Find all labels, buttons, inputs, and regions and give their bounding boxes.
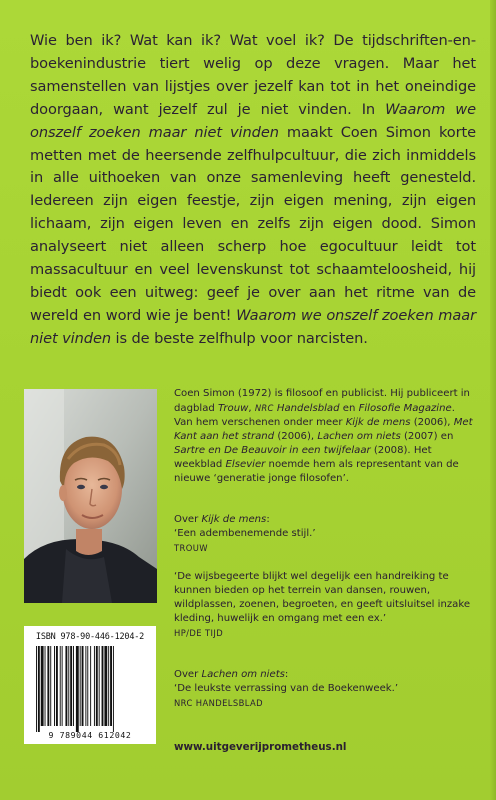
book-title: Lachen om niets bbox=[317, 431, 401, 442]
blurb-part: Wie ben ik? Wat kan ik? Wat voel ik? De tijdschriften-en-boekenindustrie tiert welig op deze vragen. Maar het samenstellen van lijstjes over jezelf kan tot in het oneindige doorgaan, want jezelf zul je niet vinden. In bbox=[30, 32, 476, 118]
blurb-book-title: Waarom we onszelf zoeken maar niet vinden bbox=[30, 306, 477, 347]
blurb-text bbox=[30, 30, 476, 351]
barcode-bar bbox=[70, 646, 72, 726]
barcode-bar bbox=[108, 646, 109, 726]
newspaper-nrc: NRC bbox=[254, 403, 274, 413]
barcode-bar bbox=[54, 646, 55, 726]
barcode-bar bbox=[68, 646, 69, 726]
review-quote: ‘De leukste verrassing van de Boekenweek.’ bbox=[174, 683, 399, 694]
bio-paragraph: Coen Simon (1972) is filosoof en publicist. Hij publiceert in dagblad Trouw, NRC Handelsblad en Filosofie Magazine. Van hem verschenen onder meer Kijk de mens (2006), Met Kant aan het strand (2006), Lachen om niets (2007) en Sartre en De Beauvoir in een twijfelaar (2008). Het weekblad Elsevier noemde hem als representant van de nieuwe ‘generatie jonge filosofen’. bbox=[174, 388, 473, 484]
barcode-bar bbox=[47, 646, 49, 726]
review-source: HP/DE TIJD bbox=[174, 628, 224, 638]
isbn-text: ISBN 978-90-446-1204-2 bbox=[35, 632, 145, 642]
magazine-filosofie: Filosofie Magazine bbox=[358, 403, 452, 414]
barcode-bar bbox=[76, 646, 79, 732]
spine-edge bbox=[490, 0, 496, 800]
ean-number: 9 789044 612042 bbox=[48, 730, 132, 740]
barcode-bar bbox=[62, 646, 63, 726]
barcode-bar bbox=[82, 646, 84, 726]
review-source: TROUW bbox=[174, 543, 208, 553]
blurb-part: is de beste zelfhulp voor narcisten. bbox=[110, 329, 368, 347]
barcode-bar bbox=[96, 646, 98, 726]
barcode-bars bbox=[36, 646, 144, 732]
review-intro: Over Kijk de mens: bbox=[174, 514, 270, 525]
barcode-bar bbox=[99, 646, 100, 726]
review-2 bbox=[174, 570, 474, 640]
blurb-part: maakt Coen Simon korte metten met de heersende zelfhulpcultuur, die zich inmiddels in alle uithoeken van onze samenleving heeft genesteld. Iedereen zijn eigen feestje, zijn eigen mening, zijn eigen lichaam, zijn eigen leven en zelfs zijn eigen dood. Simon analyseert niet alleen scherp hoe egocultuur leidt tot massacultuur en veel levenskunst tot schaamteloosheid, hij biedt ook een uitweg: geef je over aan het ritme van de wereld en word wie je bent! bbox=[30, 123, 477, 324]
review-1 bbox=[174, 513, 474, 555]
review-quote: ‘Een adembenemende stijl.’ bbox=[174, 528, 316, 539]
barcode-panel bbox=[24, 626, 156, 744]
barcode-bar bbox=[36, 646, 37, 732]
barcode-bar bbox=[85, 646, 86, 726]
barcode-bar bbox=[104, 646, 107, 726]
barcode-bar bbox=[45, 646, 46, 726]
barcode-bar bbox=[90, 646, 91, 726]
barcode-bar bbox=[50, 646, 51, 726]
book-title: Kijk de mens bbox=[345, 417, 411, 428]
newspaper-trouw: Trouw bbox=[218, 403, 249, 414]
magazine-elsevier: Elsevier bbox=[225, 459, 266, 470]
barcode-bar bbox=[38, 646, 40, 732]
review-source: NRC HANDELSBLAD bbox=[174, 698, 263, 708]
review-intro: Over Lachen om niets: bbox=[174, 669, 289, 680]
barcode-bar bbox=[94, 646, 95, 726]
barcode-bar bbox=[65, 646, 67, 726]
barcode-bar bbox=[56, 646, 58, 726]
barcode-bar bbox=[60, 646, 61, 726]
review-3 bbox=[174, 668, 474, 710]
barcode-bar bbox=[110, 646, 112, 726]
book-title: Sartre en De Beauvoir in een twijfelaar bbox=[174, 445, 371, 456]
publisher-website[interactable]: www.uitgeverijprometheus.nl bbox=[174, 741, 347, 753]
barcode-bar bbox=[87, 646, 88, 726]
barcode-bar bbox=[102, 646, 104, 726]
barcode-bar bbox=[80, 646, 81, 726]
author-portrait-illustration bbox=[24, 389, 157, 603]
author-photo bbox=[24, 389, 157, 603]
book-title: Met Kant aan het strand bbox=[174, 417, 473, 442]
review-quote: ‘De wijsbegeerte blijkt wel degelijk een handreiking te kunnen bieden op het terrein van dansen, rouwen, wildplassen, zoenen, begroeten, en geeft uitsluitsel inzake kleding, huwelijk en omgang met een ex.’ bbox=[174, 571, 471, 624]
author-bio bbox=[174, 387, 474, 486]
barcode-bar bbox=[113, 646, 114, 732]
barcode-bar bbox=[41, 646, 44, 726]
blurb-book-title: Waarom we onszelf zoeken maar niet vinden bbox=[30, 100, 476, 141]
barcode-bar bbox=[73, 646, 74, 726]
